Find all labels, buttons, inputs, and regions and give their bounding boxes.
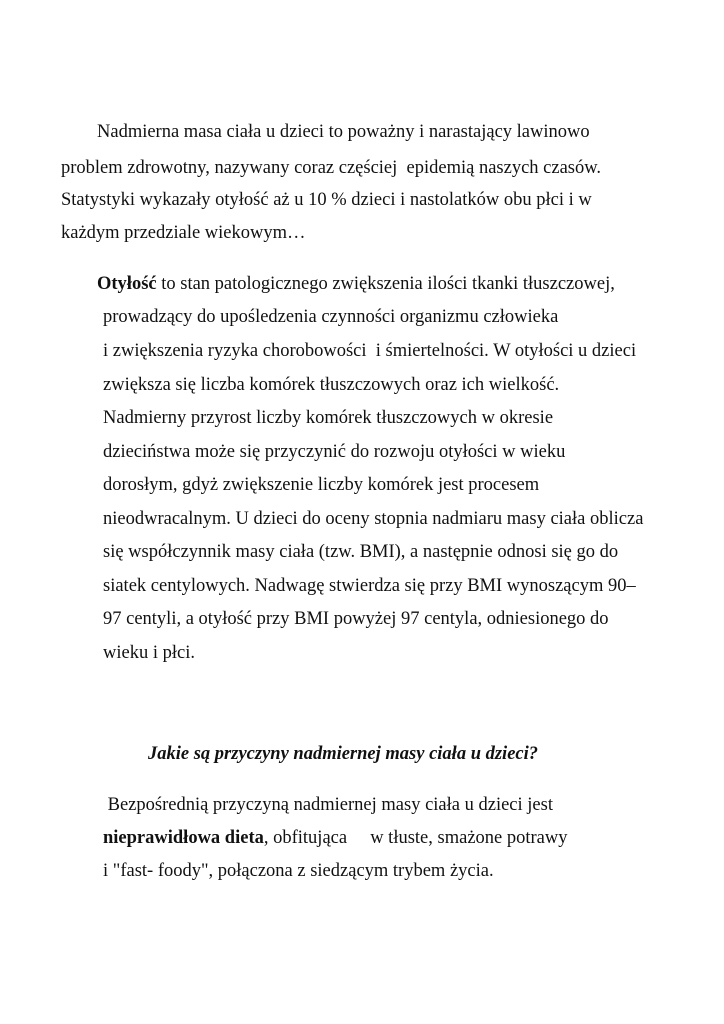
- definition-line: prowadzący do upośledzenia czynności organizmu człowieka: [103, 307, 559, 327]
- intro-line: problem zdrowotny, nazywany coraz częściej epidemią naszych czasów.: [61, 158, 602, 178]
- causes-line: Bezpośrednią przyczyną nadmiernej masy ciała u dzieci jest: [103, 795, 553, 815]
- section-heading: Jakie są przyczyny nadmiernej masy ciała u dzieci?: [148, 744, 539, 764]
- definition-line: zwiększa się liczba komórek tłuszczowych oraz ich wielkość.: [103, 375, 560, 395]
- definition-text: to stan patologicznego zwiększenia ilości tkanki tłuszczowej,: [156, 274, 615, 294]
- intro-line: Nadmierna masa ciała u dzieci to poważny i narastający lawinowo: [97, 122, 590, 142]
- emphasis-diet: nieprawidłowa dieta: [103, 828, 264, 848]
- definition-line: dzieciństwa może się przyczynić do rozwoju otyłości w wieku: [103, 442, 566, 462]
- definition-line: dorosłym, gdyż zwiększenie liczby komórek jest procesem: [103, 475, 540, 495]
- definition-line: siatek centylowych. Nadwagę stwierdza się przy BMI wynoszącym 90–: [103, 576, 636, 596]
- intro-line: każdym przedziale wiekowym…: [61, 223, 306, 243]
- definition-line: wieku i płci.: [103, 643, 195, 663]
- definition-first-line: [97, 273, 615, 295]
- definition-line: i zwiększenia ryzyka chorobowości i śmiertelności. W otyłości u dzieci: [103, 341, 637, 361]
- causes-line: i "fast- foody", połączona z siedzącym trybem życia.: [103, 861, 494, 881]
- definition-line: Nadmierny przyrost liczby komórek tłuszczowych w okresie: [103, 408, 554, 428]
- definition-line: się współczynnik masy ciała (tzw. BMI), a następnie odnosi się go do: [103, 542, 619, 562]
- definition-line: 97 centyli, a otyłość przy BMI powyżej 97 centyla, odniesionego do: [103, 609, 609, 629]
- intro-line: Statystyki wykazały otyłość aż u 10 % dzieci i nastolatków obu płci i w: [61, 190, 592, 210]
- definition-line: nieodwracalnym. U dzieci do oceny stopnia nadmiaru masy ciała oblicza: [103, 509, 644, 529]
- causes-line: [103, 827, 567, 849]
- causes-text: , obfitująca w tłuste, smażone potrawy: [263, 828, 568, 848]
- definition-term: Otyłość: [97, 274, 157, 294]
